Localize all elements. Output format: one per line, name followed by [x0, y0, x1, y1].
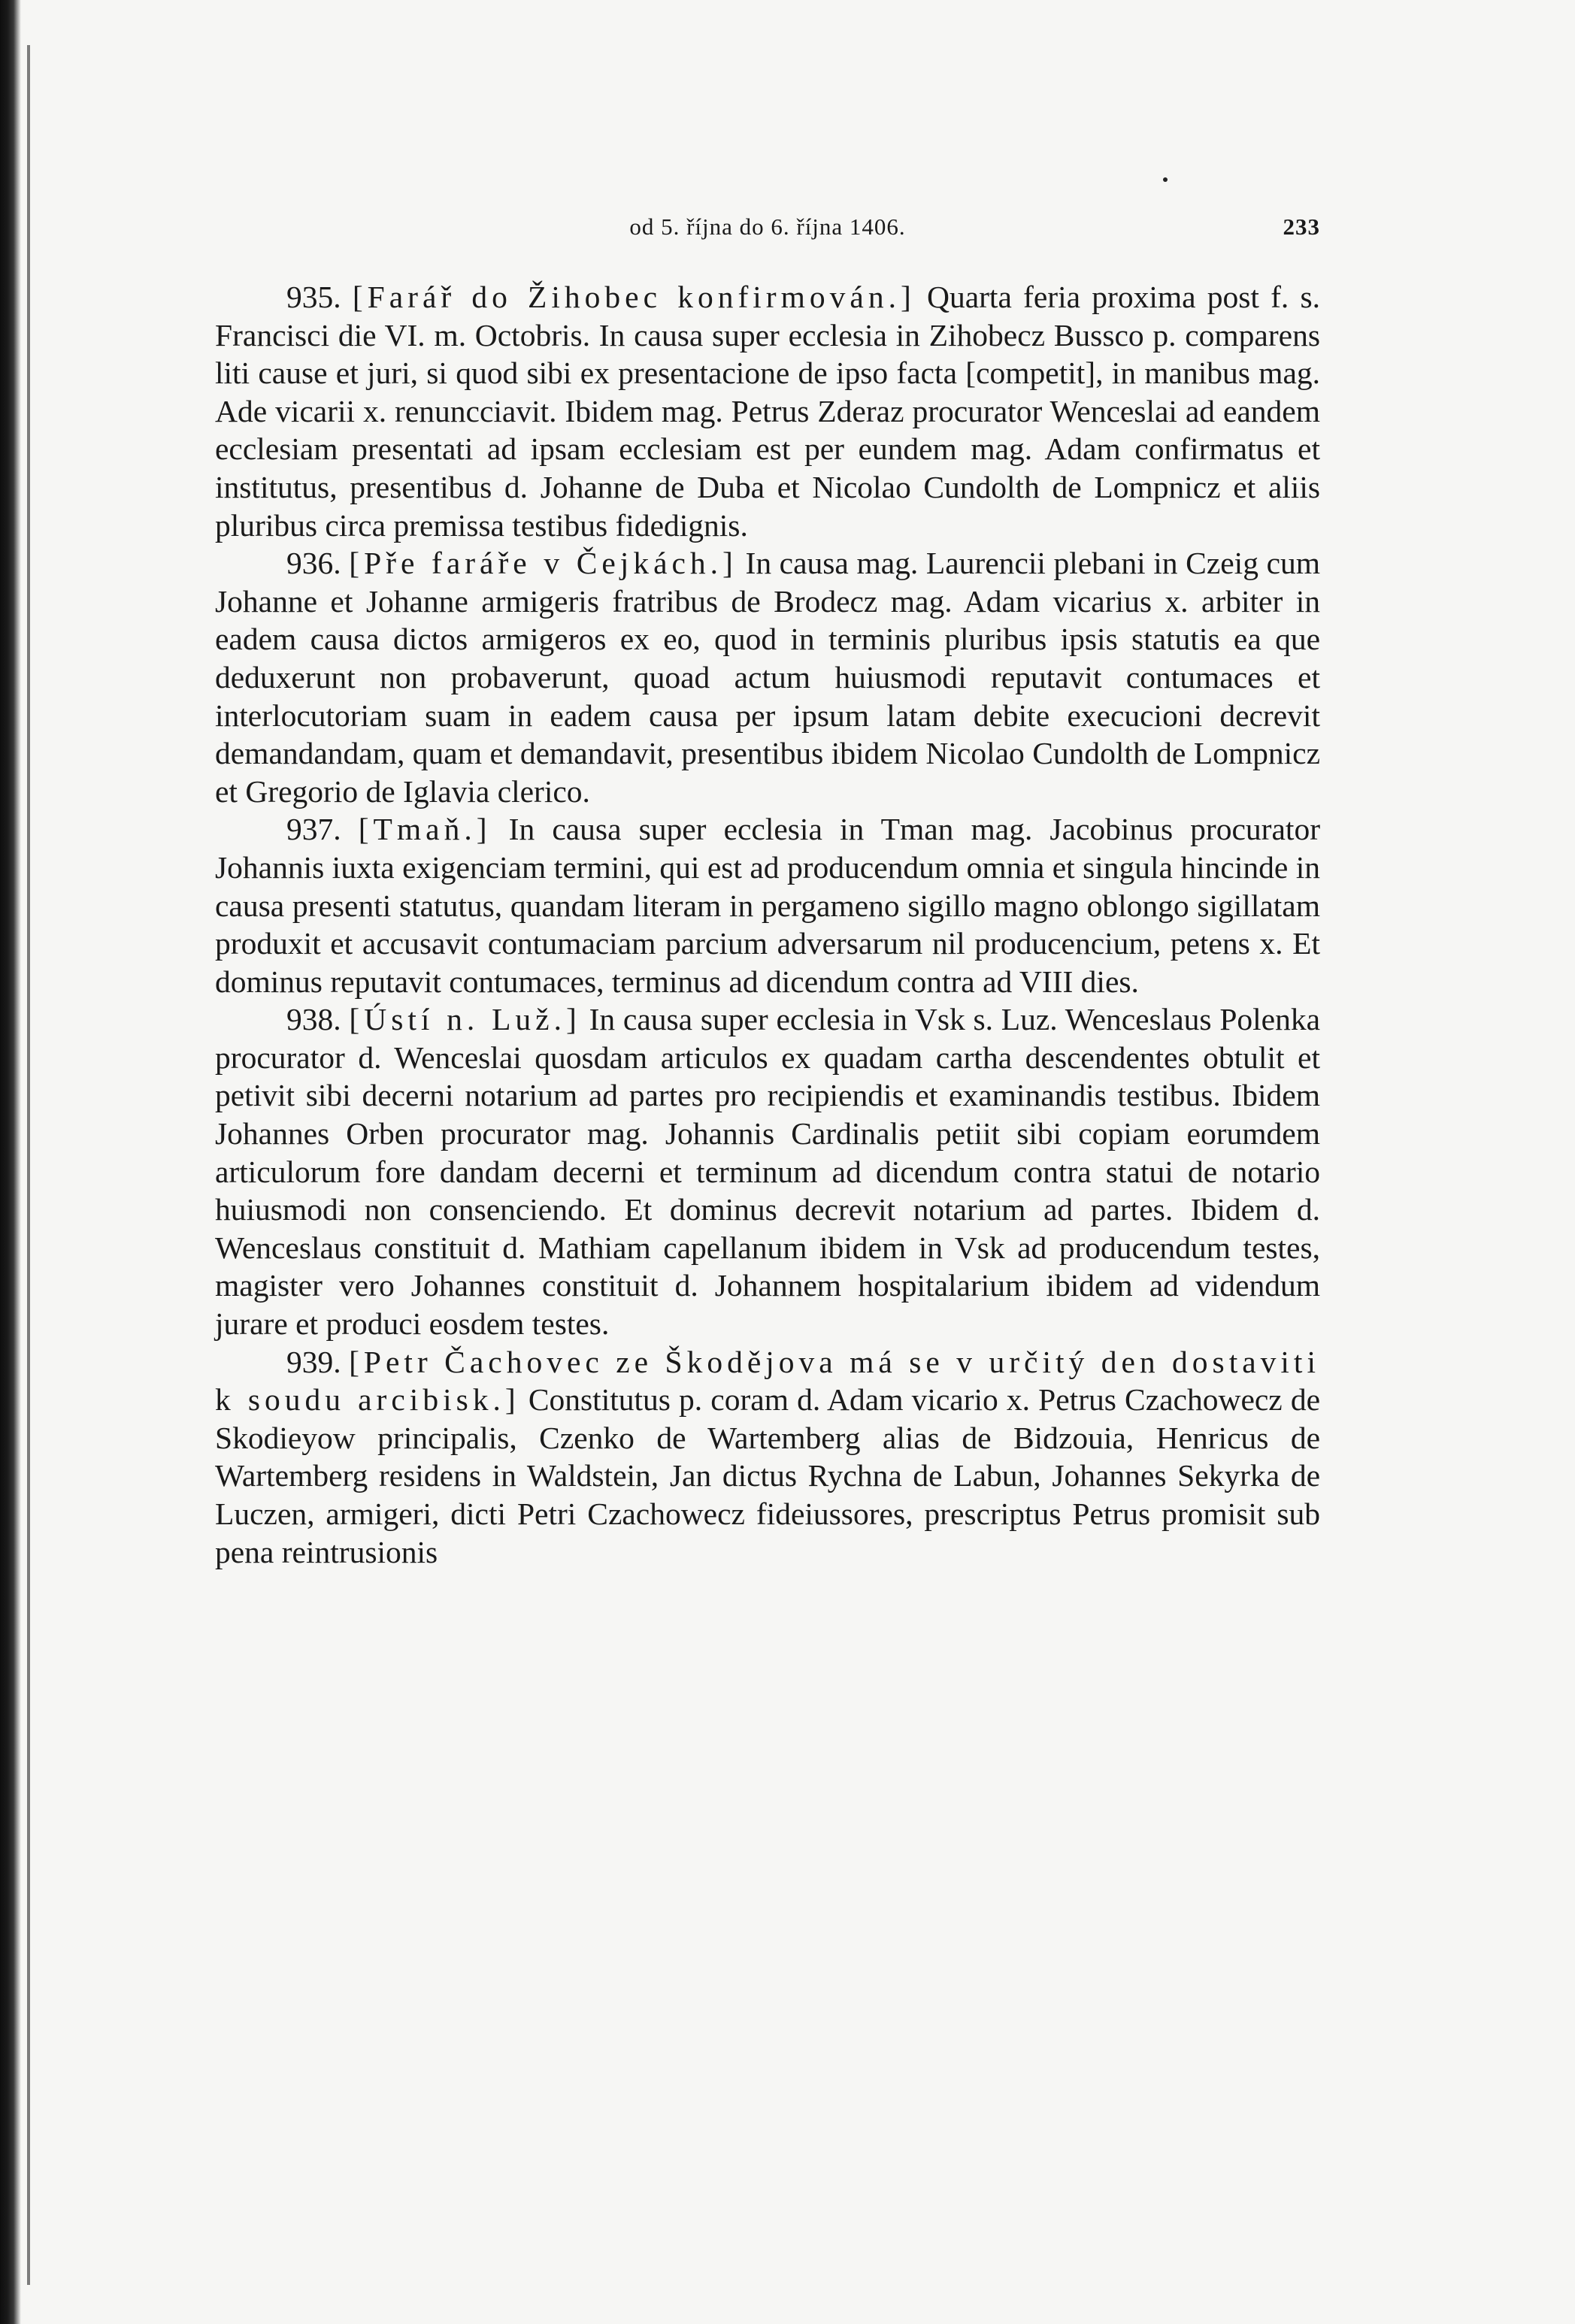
book-page	[215, 203, 1320, 1571]
entry-number: 937.	[286, 812, 341, 847]
entry-939	[215, 1343, 1320, 1572]
entry-936	[215, 544, 1320, 810]
entry-caption: [Pře faráře v Čejkách.]	[349, 546, 738, 581]
print-speck	[1163, 177, 1168, 182]
page-number: 233	[1283, 213, 1320, 240]
entry-text: Constitutus p. coram d. Adam vicario x. Petrus Czachowecz de Skodieyow principalis, Czenko de Wartemberg alias de Bidzouia, Henricus de Wartemberg residens in Waldstein, Jan dictus Rychna de Labun, Johannes Sekyrka de Luczen, armigeri, dicti Petri Czachowecz fideiussores, prescriptus Petrus promisit sub pena reintrusionis	[215, 1382, 1320, 1569]
entry-number: 939.	[286, 1344, 341, 1379]
main-text	[215, 278, 1320, 1571]
running-title: od 5. října do 6. října 1406.	[629, 213, 906, 240]
entry-935	[215, 278, 1320, 544]
entry-text: In causa super ecclesia in Tman mag. Jacobinus procurator Johannis iuxta exigenciam termini, qui est ad producendum omnia et singula hincinde in causa presenti statutus, quandam literam in pergameno sigillo magno oblongo sigillatam produxit et accusavit contumaciam parcium adversarum nil producencium, petens x. Et dominus reputavit contumaces, terminus ad dicendum contra ad VIII dies.	[215, 812, 1321, 999]
entry-caption: [Farář do Žihobec konfirmován.]	[352, 280, 916, 314]
entry-text: In causa mag. Laurencii plebani in Czeig cum Johanne et Johanne armigeris fratribus de Brodecz mag. Adam vicarius x. arbiter in eadem causa dictos armigeros ex eo, quod in terminis pluribus ipsis statutis ea que deduxerunt non probaverunt, quoad actum huiusmodi reputavit contumaces et interlocutoriam suam in eadem causa per ipsum latam debite execucioni decrevit demandandam, quam et demandavit, presentibus ibidem Nicolao Cundolth de Lompnicz et Gregorio de Iglavia clerico.	[215, 546, 1321, 809]
entry-text: In causa super ecclesia in Vsk s. Luz. Wenceslaus Polenka procurator d. Wenceslai quosdam articulos ex quadam cartha descendentes obtulit et petivit sibi decerni notarium ad partes pro recipiendis et examinandis testibus. Ibidem Johannes Orben procurator mag. Johannis Cardinalis petiit sibi copiam eorumdem articulorum fore dandam decerni et terminum ad dicendum contra statui de notario huiusmodi non consenciendo. Et dominus decrevit notarium ad partes. Ibidem d. Wenceslaus constituit d. Mathiam capellanum ibidem in Vsk ad producendum testes, magister vero Johannes constituit d. Johannem hospitalarium ibidem ad videndum jurare et produci eosdem testes.	[215, 1002, 1321, 1342]
book-binding-edge	[0, 0, 21, 2324]
book-gutter-shadow	[27, 45, 30, 2285]
entry-caption: [Ústí n. Luž.]	[349, 1002, 581, 1037]
entry-number: 935.	[286, 280, 341, 314]
entry-937	[215, 810, 1320, 1000]
entry-number: 938.	[286, 1002, 341, 1037]
entry-number: 936.	[286, 546, 341, 581]
entry-caption: [Petr Čachovec ze Škodějova má se v určitý den dostaviti k soudu arcibisk.]	[215, 1344, 1320, 1418]
entry-938	[215, 1000, 1320, 1342]
entry-caption: [Tmaň.]	[358, 812, 492, 847]
entry-text: Quarta feria proxima post f. s. Francisci die VI. m. Octobris. In causa super ecclesia in Zihobecz Bussco p. comparens liti cause et juri, si quod sibi ex presentacione de ipso facta [competit], in manibus mag. Ade vicarii x. renuncciavit. Ibidem mag. Petrus Zderaz procurator Wenceslai ad eandem ecclesiam presentati ad ipsam ecclesiam est per eundem mag. Adam confirmatus et institutus, presentibus d. Johanne de Duba et Nicolao Cundolth de Lompnicz et aliis pluribus circa premissa testibus fidedignis.	[215, 280, 1321, 543]
running-header	[215, 203, 1320, 248]
